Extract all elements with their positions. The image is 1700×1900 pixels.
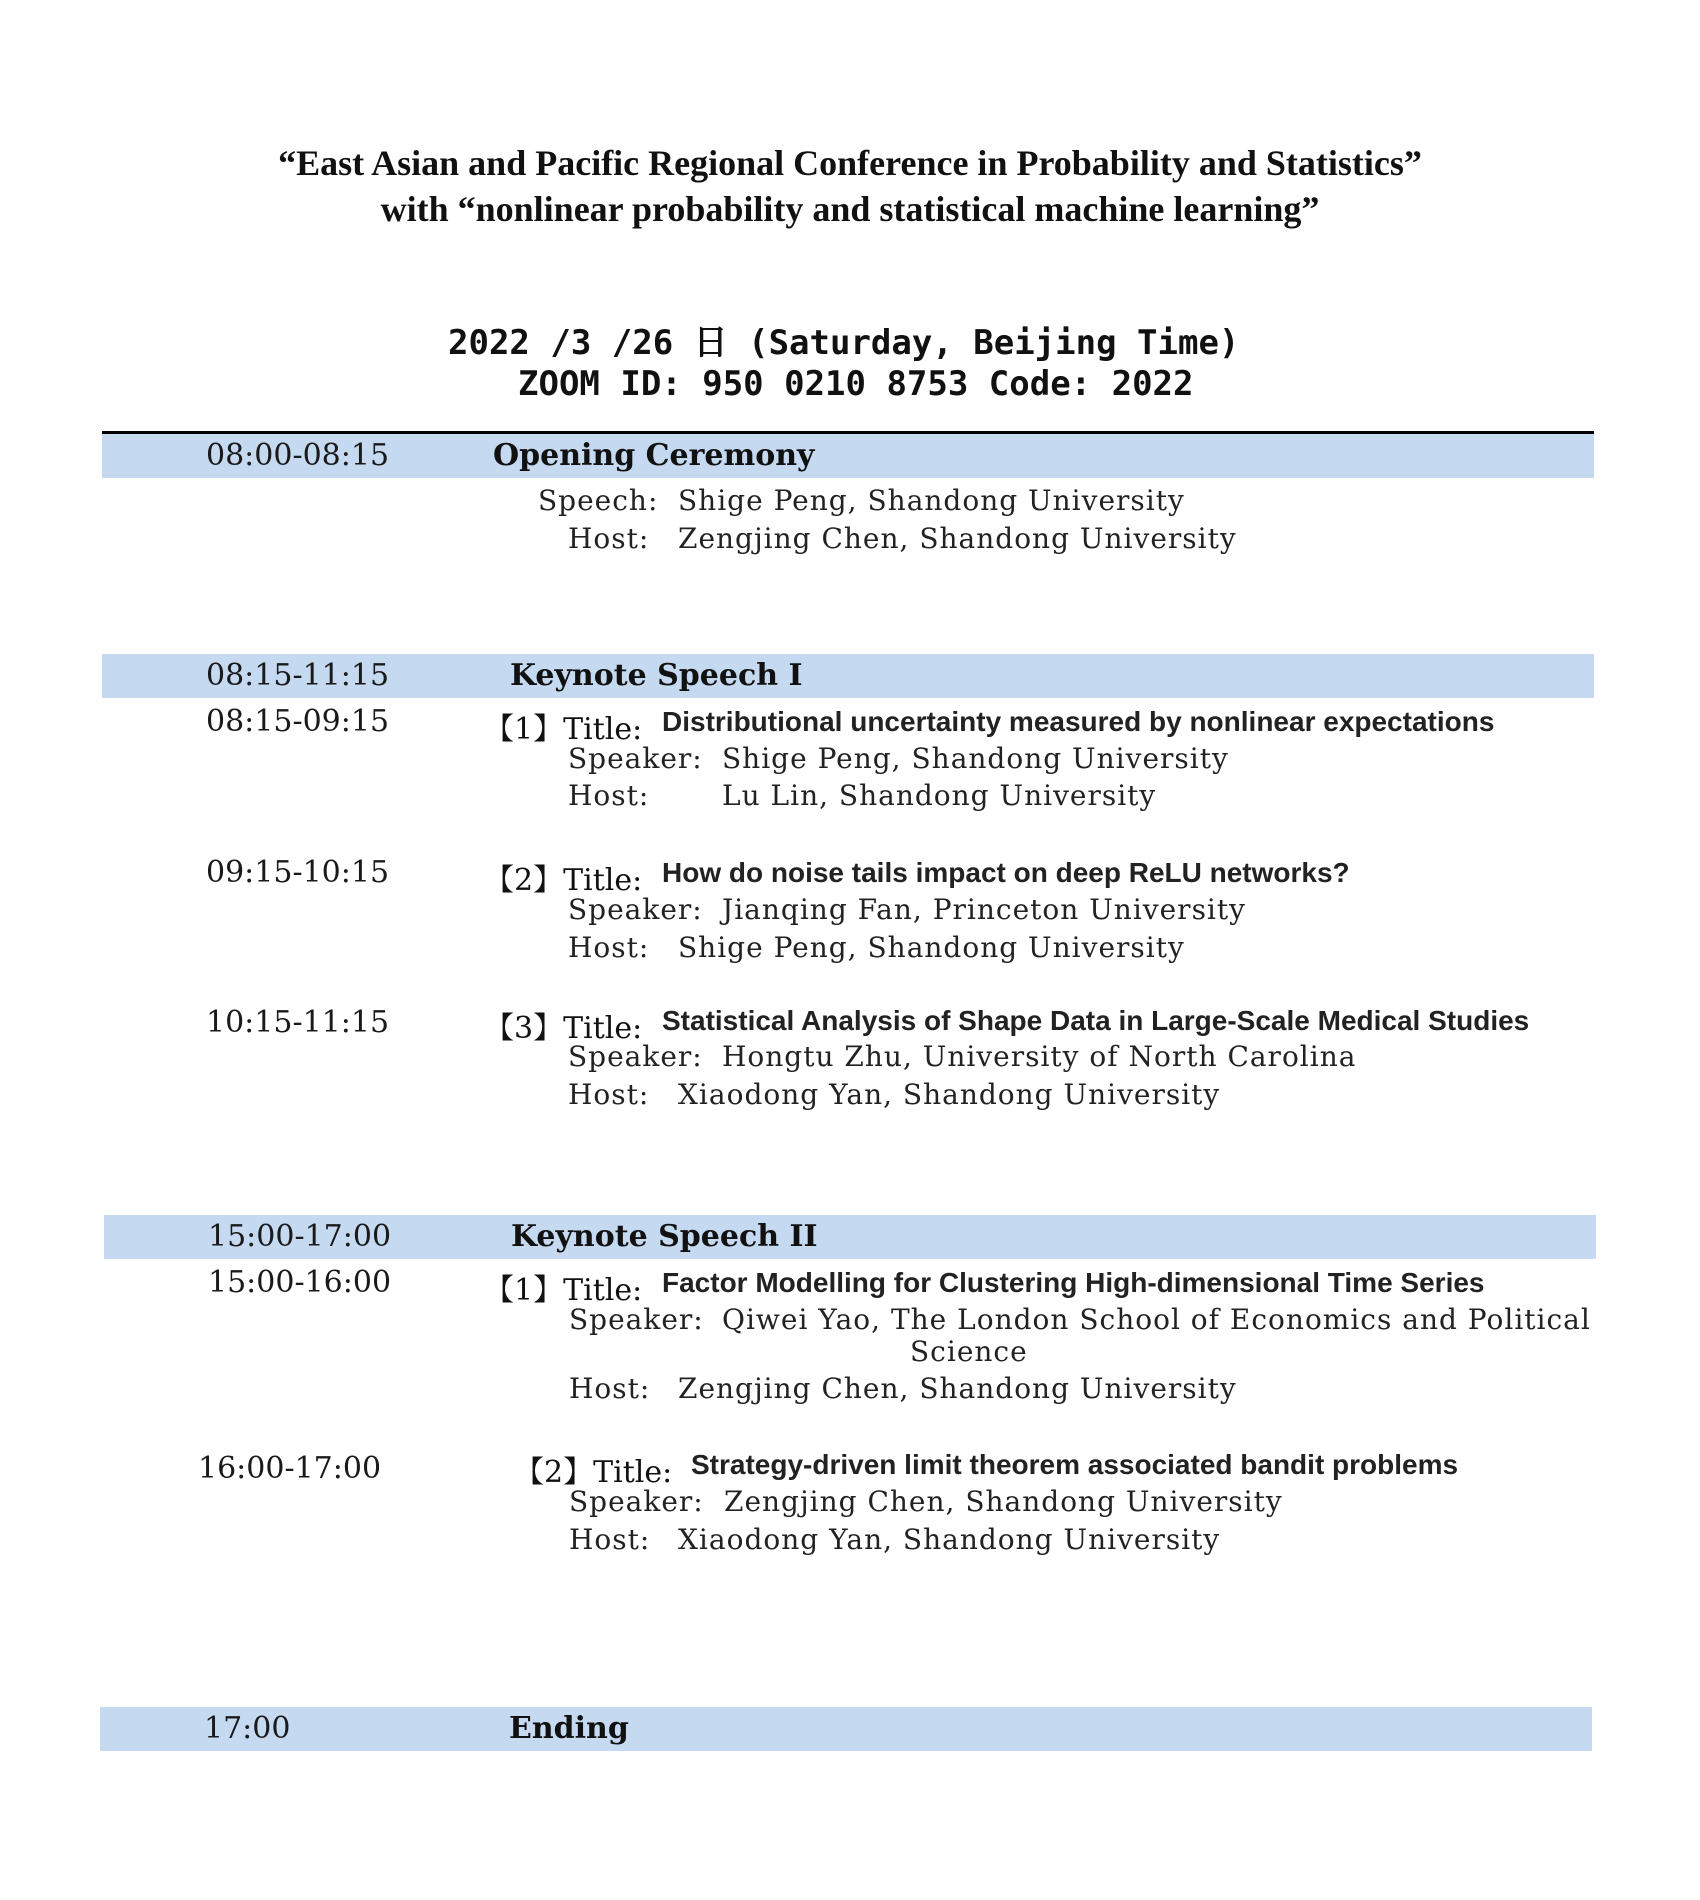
keynote2-title: Keynote Speech II (511, 1219, 818, 1254)
k1-talk2-time: 09:15-10:15 (206, 855, 390, 890)
k1-talk1-speaker-label: Speaker: (568, 742, 703, 775)
k2-talk1-speaker-label: Speaker: (569, 1303, 704, 1336)
k1-talk3-host-label: Host: (568, 1078, 650, 1111)
k1-talk3-title: Statistical Analysis of Shape Data in Large-Scale Medical Studies (662, 1005, 1530, 1036)
ending-time: 17:00 (204, 1711, 291, 1746)
conference-title-line-2: with “nonlinear probability and statistical machine learning” (380, 189, 1320, 229)
k2-talk2-host-label: Host: (569, 1523, 651, 1556)
zoom-line: ZOOM ID: 950 0210 8753 Code: 2022 (518, 364, 1194, 404)
k1-talk2-speaker-label: Speaker: (568, 893, 703, 926)
opening-title: Opening Ceremony (493, 438, 815, 473)
ending-title: Ending (509, 1711, 629, 1746)
k2-talk1-speaker: Qiwei Yao, The London School of Economics and Political (722, 1303, 1591, 1336)
k2-talk2-time: 16:00-17:00 (198, 1451, 382, 1486)
date-line: 2022 /3 /26 日 (Saturday, Beijing Time) (448, 323, 1240, 363)
k2-talk1-speaker-cont: Science (910, 1335, 1028, 1368)
keynote2-time: 15:00-17:00 (208, 1219, 392, 1254)
opening-speech-label: Speech: (538, 484, 659, 517)
k1-talk2-host: Shige Peng, Shandong University (678, 931, 1185, 964)
keynote1-title: Keynote Speech I (510, 658, 803, 693)
opening-host-value: Zengjing Chen, Shandong University (678, 522, 1237, 555)
k2-talk2-number: 【2】Title: (514, 1455, 673, 1490)
k2-talk1-host: Zengjing Chen, Shandong University (678, 1372, 1237, 1405)
k2-talk1-host-label: Host: (569, 1372, 651, 1405)
k1-talk3-speaker-label: Speaker: (568, 1040, 703, 1073)
k2-talk1-title: Factor Modelling for Clustering High-dimensional Time Series (662, 1267, 1485, 1298)
opening-speech-value: Shige Peng, Shandong University (678, 484, 1185, 517)
opening-time: 08:00-08:15 (206, 438, 390, 473)
k1-talk2-title: How do noise tails impact on deep ReLU networks? (662, 857, 1350, 888)
k1-talk1-host: Lu Lin, Shandong University (722, 779, 1157, 812)
k1-talk1-time: 08:15-09:15 (206, 704, 390, 739)
k1-talk1-host-label: Host: (568, 779, 650, 812)
k1-talk3-host: Xiaodong Yan, Shandong University (678, 1078, 1221, 1111)
k1-talk3-number: 【3】Title: (484, 1011, 643, 1046)
k2-talk2-title: Strategy-driven limit theorem associated bandit problems (691, 1449, 1459, 1480)
conference-title-line-1: “East Asian and Pacific Regional Conference in Probability and Statistics” (278, 143, 1422, 183)
k1-talk1-title: Distributional uncertainty measured by nonlinear expectations (662, 706, 1495, 737)
keynote1-time: 08:15-11:15 (206, 658, 390, 693)
k1-talk2-number: 【2】Title: (484, 863, 643, 898)
k1-talk3-time: 10:15-11:15 (206, 1005, 390, 1040)
k1-talk2-host-label: Host: (568, 931, 650, 964)
ending-band (100, 1707, 1592, 1751)
k1-talk3-speaker: Hongtu Zhu, University of North Carolina (722, 1040, 1357, 1073)
k2-talk1-number: 【1】Title: (484, 1273, 643, 1308)
k2-talk1-time: 15:00-16:00 (208, 1265, 392, 1300)
k1-talk1-speaker: Shige Peng, Shandong University (722, 742, 1229, 775)
k1-talk2-speaker: Jianqing Fan, Princeton University (722, 893, 1246, 926)
opening-host-label: Host: (568, 522, 650, 555)
k2-talk2-speaker-label: Speaker: (569, 1485, 704, 1518)
k2-talk2-host: Xiaodong Yan, Shandong University (678, 1523, 1221, 1556)
k2-talk2-speaker: Zengjing Chen, Shandong University (724, 1485, 1283, 1518)
k1-talk1-number: 【1】Title: (484, 712, 643, 747)
